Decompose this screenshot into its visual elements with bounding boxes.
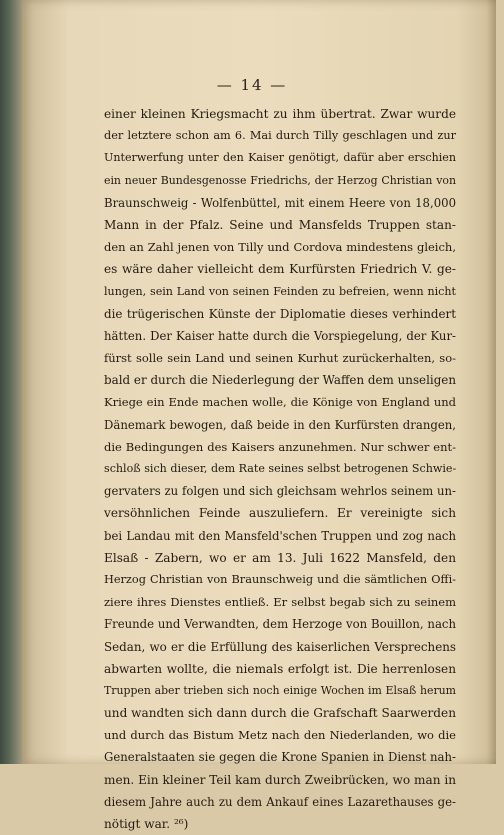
text-line: hätten. Der Kaiser hatte durch die Vorspiegelung, der Kur- (104, 328, 456, 343)
text-line: Herzog Christian von Braunschweig und die sämtlichen Offi- (104, 572, 456, 586)
text-line: Braunschweig - Wolfenbüttel, mit einem Heere von 18,000 (104, 195, 456, 210)
text-line: Sedan, wo er die Erfüllung des kaiserlichen Versprechens (104, 639, 456, 654)
text-line: diesem Jahre auch zu dem Ankauf eines Lazarethauses ge- (104, 794, 456, 809)
text-line: bald er durch die Niederlegung der Waffen dem unseligen (104, 373, 456, 388)
text-line: einer kleinen Kriegsmacht zu ihm übertrat. Zwar wurde (104, 107, 456, 121)
text-line: Generalstaaten sie gegen die Krone Spanien in Dienst nah- (104, 750, 456, 765)
text-line: schloß sich dieser, dem Rate seines selbst betrogenen Schwie- (104, 462, 457, 475)
text-line: es wäre daher vielleicht dem Kurfürsten Friedrich V. ge- (104, 262, 456, 277)
text-line: Freunde und Verwandten, dem Herzoge von Bouillon, nach (104, 617, 456, 632)
text-line: Dänemark bewogen, daß beide in den Kurfürsten drangen, (104, 417, 456, 432)
text-line: men. Ein kleiner Teil kam durch Zweibrücken, wo man in (104, 772, 456, 787)
text-line: und wandten sich dann durch die Grafschaft Saarwerden (104, 706, 456, 721)
text-line: Mann in der Pfalz. Seine und Mansfelds Truppen stan- (104, 217, 456, 232)
text-line: und durch das Bistum Metz nach den Niederlanden, wo die (104, 728, 456, 743)
text-line: gervaters zu folgen und sich gleichsam wehrlos seinem un- (104, 484, 456, 499)
text-line: versöhnlichen Feinde auszuliefern. Er vereinigte sich (104, 506, 456, 521)
text-line: Elsaß - Zabern, wo er am 13. Juli 1622 Mansfeld, den (104, 550, 456, 565)
text-line: Unterwerfung unter den Kaiser genötigt, dafür aber erschien (104, 151, 456, 165)
text-line: den an Zahl jenen von Tilly und Cordova mindestens gleich, (104, 240, 456, 255)
text-line: abwarten wollte, die niemals erfolgt ist. Die herrenlosen (104, 661, 456, 676)
text-line: bei Landau mit den Mansfeld'schen Truppen und zog nach (104, 528, 456, 543)
text-line: ziere ihres Dienstes entließ. Er selbst begab sich zu seinem (104, 595, 456, 610)
text-line: Truppen aber trieben sich noch einige Wochen im Elsaß herum (104, 683, 456, 697)
text-line: ein neuer Bundesgenosse Friedrichs, der Herzog Christian von (104, 173, 456, 187)
text-line: fürst solle sein Land und seinen Kurhut zurückerhalten, so- (104, 351, 456, 366)
text-line: nötigt war. ²⁶) (104, 817, 189, 831)
page-edge-shadow (486, 0, 496, 764)
text-line: der letztere schon am 6. Mai durch Tilly geschlagen und zur (104, 129, 456, 143)
body-text (104, 103, 456, 835)
text-line: die Bedingungen des Kaisers anzunehmen. Nur schwer ent- (104, 439, 456, 454)
page-number: — 14 — (216, 76, 288, 94)
text-line: die trügerischen Künste der Diplomatie dieses verhindert (104, 306, 456, 321)
text-line: Kriege ein Ende machen wolle, die Könige von England und (104, 395, 456, 410)
text-line: lungen, sein Land von seinen Feinden zu befreien, wenn nicht (104, 284, 456, 298)
